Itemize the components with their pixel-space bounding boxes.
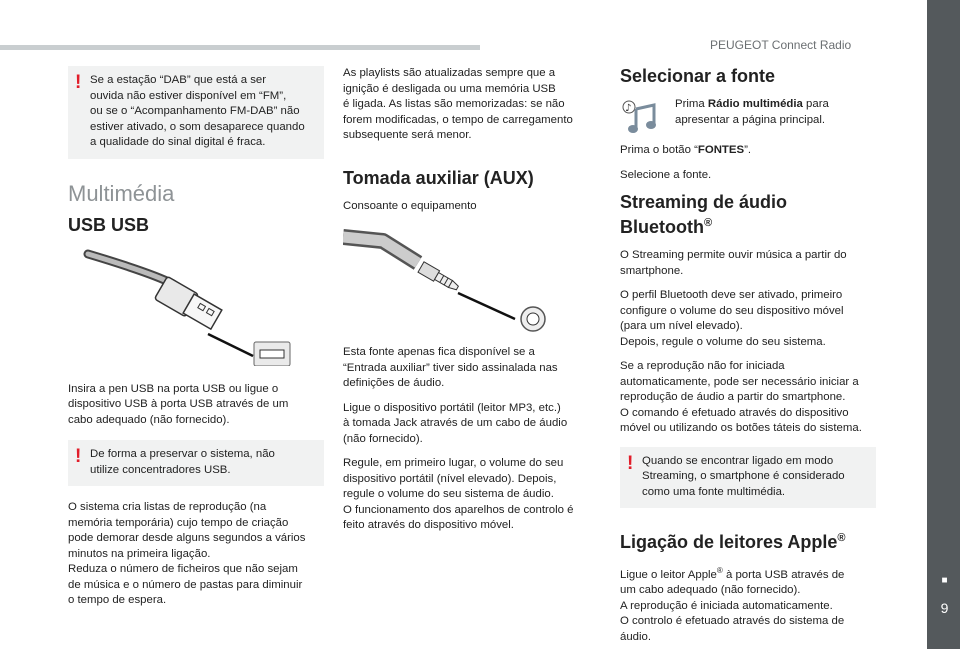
fontes-instruction [620, 143, 876, 159]
exclamation-icon: ! [75, 72, 82, 93]
press-pre: Prima [675, 98, 708, 110]
column-left [68, 66, 324, 618]
exclamation-icon: ! [627, 452, 634, 474]
press-post: para apresentar a página principal. [675, 98, 829, 126]
svg-text:♪: ♪ [625, 103, 632, 114]
registered-mark: ® [716, 566, 723, 575]
aux-paragraph-2: Ligue o dispositivo portátil (leitor MP3, etc.) à tomada Jack através de um cabo de áudio (não fornecido). [343, 401, 568, 445]
music-note-icon [620, 97, 660, 135]
fontes-pre: Prima o botão “ [620, 144, 698, 156]
aux-paragraph-1: Esta fonte apenas fica disponível se a “Entrada auxiliar” tiver sido assinalada nas definições de áudio. [343, 346, 558, 389]
header-rule [0, 45, 480, 50]
usb-plug-icon [68, 246, 324, 366]
continue-mark: ■ [941, 575, 948, 586]
header-title: PEUGEOT Connect Radio [710, 38, 852, 52]
bluetooth-title [620, 192, 876, 238]
aux-illustration [343, 223, 591, 335]
page-number: 9 [940, 600, 949, 616]
bluetooth-paragraph-2: O perfil Bluetooth deve ser ativado, primeiro configure o volume do seu dispositivo móvel (para um nível elevado). Depois, regule o volume do seu sistema. [620, 289, 844, 348]
warning-note-dab [68, 66, 324, 159]
registered-mark: ® [703, 217, 713, 229]
aux-condition: Consoante o equipamento [343, 199, 477, 212]
note-text: Se a estação “DAB” que está a ser ouvida não estiver disponível em “FM”, ou se o “Acompanhamento FM-DAB” não estiver ativado, o som desaparece quando a qualidade do sinal digital é fraca. [90, 74, 305, 148]
aux-paragraph-3: Regule, em primeiro lugar, o volume do seu dispositivo portátil (nível elevado). Depois, regule o volume do seu sistema de áudio. O funcionamento dos aparelhos de controlo é feito através do dispositivo móvel. [343, 457, 574, 531]
registered-mark: ® [837, 532, 846, 544]
section-title: Multimédia [68, 180, 175, 206]
side-tab [927, 0, 960, 649]
column-middle [343, 66, 591, 543]
usb-title: USB USB [68, 214, 150, 235]
apple-paragraph [620, 563, 876, 645]
apple-post: à porta USB através de um cabo adequado (não fornecido). A reprodução é iniciada automaticamente. O controlo é efetuado através do sistema de áudio. [620, 568, 845, 643]
fontes-post: ”. [744, 144, 752, 156]
usb-illustration [68, 246, 324, 366]
press-instruction [620, 97, 876, 135]
bluetooth-paragraph-3: Se a reprodução não for iniciada automaticamente, pode ser necessário iniciar a reprodução de áudio a partir do smartphone. O comando é efetuado através do dispositivo móvel ou utilizando os botões táteis do sistema. [620, 360, 862, 434]
usb-paragraph-1: Insira a pen USB na porta USB ou ligue o dispositivo USB à porta USB através de um cabo adequado (não fornecido). [68, 382, 289, 426]
usb-paragraph-2: O sistema cria listas de reprodução (na memória temporária) cujo tempo de criação pode demorar desde alguns segundos a vários minutos na primeira ligação. Reduza o número de ficheiros que não sejam de música e o número de pastas para diminuir o tempo de espera. [68, 501, 306, 606]
note-text: De forma a preservar o sistema, não utilize concentradores USB. [90, 448, 275, 476]
select-source-text: Selecione a fonte. [620, 168, 712, 181]
column-right [620, 66, 876, 654]
playlist-paragraph: As playlists são atualizadas sempre que a ignição é desligada ou uma memória USB é ligada. As listas são memorizadas: se não forem modificadas, o tempo de carregamento subsequente será menor. [343, 67, 573, 141]
apple-title [620, 528, 876, 553]
press-bold: Rádio multimédia [707, 98, 803, 110]
apple-title-text: Ligação de leitores Apple [620, 532, 838, 552]
exclamation-icon: ! [75, 446, 82, 467]
aux-title: Tomada auxiliar (AUX) [343, 167, 534, 188]
warning-note-streaming [620, 447, 876, 509]
warning-note-usb [68, 440, 324, 486]
jack-plug-icon [343, 223, 591, 335]
bluetooth-paragraph-1: O Streaming permite ouvir música a partir do smartphone. [620, 249, 847, 277]
fontes-bold: FONTES [697, 144, 745, 156]
apple-pre: Ligue o leitor Apple [620, 568, 717, 581]
bluetooth-title-text: Streaming de áudio Bluetooth [620, 192, 788, 237]
select-source-title: Selecionar a fonte [620, 66, 776, 86]
note-text: Quando se encontrar ligado em modo Streaming, o smartphone é considerado como uma fonte multimédia. [642, 454, 845, 498]
